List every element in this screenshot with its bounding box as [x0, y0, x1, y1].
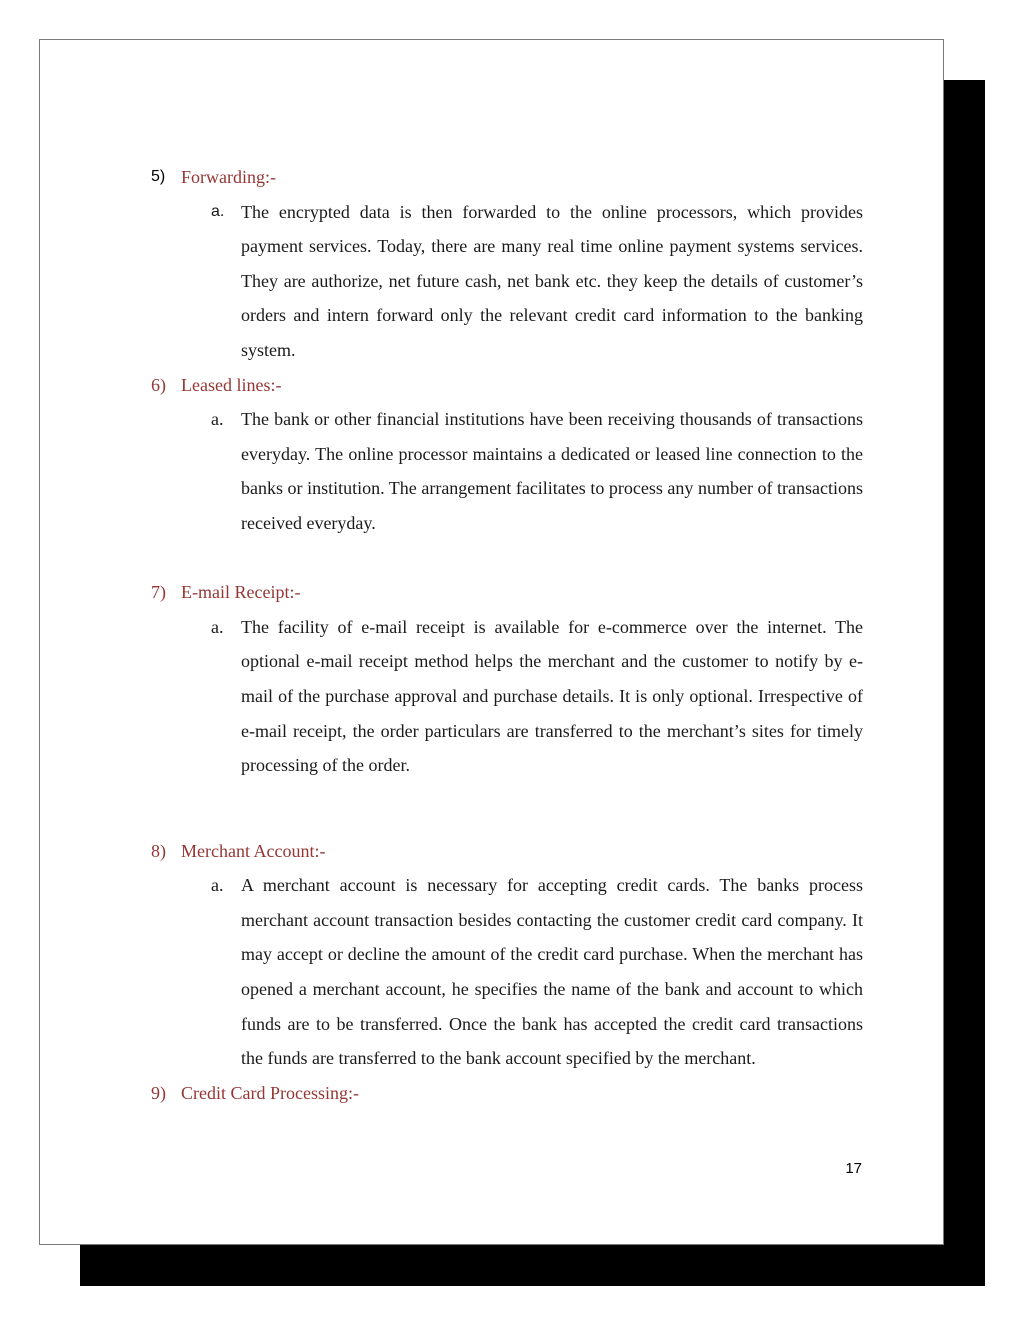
section-heading-merchant-account	[151, 834, 863, 869]
list-item	[151, 610, 863, 783]
paragraph: The facility of e-mail receipt is available for e-commerce over the internet. The optional e-mail receipt method helps the merchant and the customer to notify by e-mail of the purchase approval and purchase details. It is only optional. Irrespective of e-mail receipt, the order particulars are transferred to the merchant’s sites for timely processing of the order.	[241, 616, 863, 776]
section-heading-leased-lines	[151, 368, 863, 403]
section-number: 9)	[151, 1082, 166, 1103]
list-marker: a.	[211, 616, 224, 637]
section-title: E-mail Receipt:-	[181, 582, 301, 603]
list-item	[151, 402, 863, 540]
paragraph: A merchant account is necessary for accepting credit cards. The banks process merchant account transaction besides contacting the customer credit card company. It may accept or decline the amount of the credit card purchase. When the merchant has opened a merchant account, he specifies the name of the bank and account to which funds are to be transferred. Once the bank has accepted the credit card transactions the funds are transferred to the bank account specified by the merchant.	[241, 875, 863, 1069]
section-heading-email-receipt	[151, 575, 863, 610]
list-marker: a.	[211, 875, 224, 896]
section-number: 5)	[151, 168, 166, 185]
paragraph: The bank or other financial institutions have been receiving thousands of transactions everyday. The online processor maintains a dedicated or leased line connection to the banks or institution. The arrangement facilitates to process any number of transactions received everyday.	[241, 409, 863, 533]
page-content	[151, 160, 863, 1110]
section-heading-credit-card-processing	[151, 1076, 863, 1111]
section-number: 8)	[151, 840, 166, 861]
list-item	[151, 868, 863, 1076]
section-title: Forwarding:-	[181, 167, 276, 187]
section-heading-forwarding	[151, 160, 863, 195]
section-number: 6)	[151, 374, 166, 395]
section-number: 7)	[151, 582, 166, 603]
section-title: Leased lines:-	[181, 374, 282, 395]
document-page	[39, 39, 944, 1245]
section-title: Credit Card Processing:-	[181, 1082, 359, 1103]
spacer	[151, 541, 863, 576]
page-number: 17	[845, 1160, 862, 1177]
list-marker: a.	[211, 409, 224, 430]
list-item	[151, 195, 863, 368]
list-marker: a.	[211, 202, 225, 220]
paragraph: The encrypted data is then forwarded to the online processors, which provides payment services. Today, there are many real time online payment systems services. They are authorize, net future cash, net bank etc. they keep the details of customer’s orders and intern forward only the relevant credit card information to the banking system.	[241, 201, 863, 360]
section-title: Merchant Account:-	[181, 840, 326, 861]
spacer	[151, 783, 863, 834]
